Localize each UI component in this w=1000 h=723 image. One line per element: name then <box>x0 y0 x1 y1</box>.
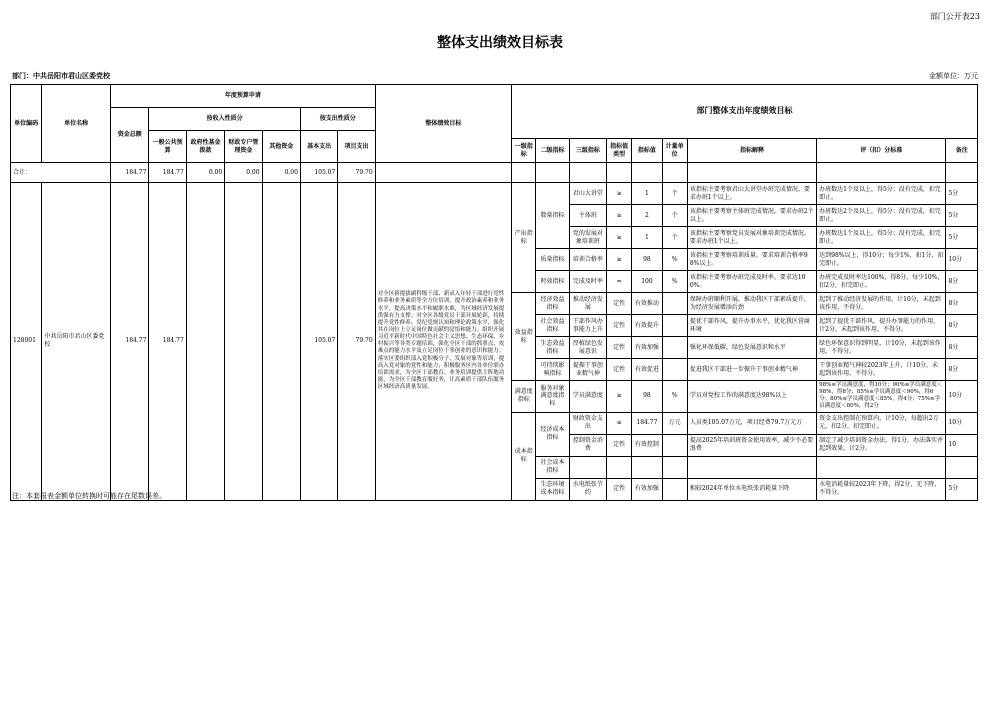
indicator-standard: 办班数达1个及以上，得5分；没有完成，扣完即止。 <box>817 183 946 205</box>
l2-quantity: 数量指标 <box>536 183 569 249</box>
l2-service-sat: 服务对象满意度指标 <box>536 381 569 413</box>
table-number: 部门公开表23 <box>929 12 980 21</box>
indicator-remark: 10 <box>946 434 978 456</box>
header-value: 指标值 <box>632 139 662 163</box>
indicator-standard: 水电消耗量较2023年下降，得2分，无下降，不得分。 <box>817 478 946 500</box>
indicator-unit: % <box>662 271 687 293</box>
indicator-type: ≥ <box>607 381 632 413</box>
unit-name: 中共岳阳市君山区委党校 <box>42 183 111 501</box>
indicator-remark: 8分 <box>946 337 978 359</box>
indicator-type: 定性 <box>607 478 632 500</box>
indicator-type: ≥ <box>607 227 632 249</box>
total-special: 0.00 <box>225 163 262 183</box>
l2-econ-cost: 经济成本指标 <box>536 412 569 456</box>
unit-code: 128001 <box>11 183 42 501</box>
indicator-unit <box>662 293 687 315</box>
indicator-name: 主体班 <box>569 205 606 227</box>
indicator-name: 学员满意度 <box>569 381 606 413</box>
indicator-explain: 该指标主要考察主体班完成情况。要求办班2个以上。 <box>687 205 816 227</box>
indicator-unit <box>662 359 687 381</box>
indicator-remark: 5分 <box>946 205 978 227</box>
header-standard: 评（扣）分标准 <box>817 139 946 163</box>
indicator-unit <box>662 315 687 337</box>
header-value-type: 指标值类型 <box>607 139 632 163</box>
row-total: 184.77 <box>111 183 149 501</box>
indicator-explain: 人员类105.07万元，项目经费79.7万元万 <box>687 412 816 434</box>
header-project: 项目支出 <box>338 131 375 163</box>
indicator-type: ≥ <box>607 249 632 271</box>
indicator-value: 1 <box>632 183 662 205</box>
row-general: 184.77 <box>149 183 186 501</box>
l2-eco-cost: 生态环境成本指标 <box>536 478 569 500</box>
indicator-type: 定性 <box>607 434 632 456</box>
header-total: 资金总额 <box>111 108 149 163</box>
indicator-remark: 5分 <box>946 478 978 500</box>
indicator-standard: 办班数达1个及以上，得5分；没有完成，扣完即止。 <box>817 227 946 249</box>
total-gov-fund: 0.00 <box>186 163 224 183</box>
row-basic: 105.07 <box>300 183 337 501</box>
indicator-standard: 资金支出控制在预算内，计10分，每超出2万元，扣2分，扣完即止。 <box>817 412 946 434</box>
indicator-value: 有效提升 <box>632 315 662 337</box>
indicator-remark: 10分 <box>946 381 978 413</box>
indicator-name: 培训合格率 <box>569 249 606 271</box>
total-row <box>11 163 978 183</box>
indicator-name: 水电纸张节约 <box>569 478 606 500</box>
indicator-unit: 个 <box>662 205 687 227</box>
indicator-remark: 8分 <box>946 315 978 337</box>
indicator-explain: 保障办班顺利开展，推动我区干部素质提升，为经济发展增添后劲 <box>687 293 816 315</box>
indicator-standard: 起到了推动经济发展的作用，计10分，未起到该作用，不得分。 <box>817 293 946 315</box>
indicator-remark: 5分 <box>946 227 978 249</box>
header-gov-fund: 政府性基金拨款 <box>186 131 224 163</box>
table-row <box>11 183 978 205</box>
indicator-explain: 强化环保低碳、绿色发展意识和水平 <box>687 337 816 359</box>
total-other: 0.00 <box>262 163 300 183</box>
indicator-unit <box>662 434 687 456</box>
indicator-name: 完成及时率 <box>569 271 606 293</box>
indicator-standard: 制定了减少培训资金办法，得1分，办法落实并起到效果，计2分。 <box>817 434 946 456</box>
indicator-remark: 8分 <box>946 271 978 293</box>
l1-cost: 成本指标 <box>512 412 536 500</box>
header-other: 其他资金 <box>262 131 300 163</box>
indicator-name: 推动经济发展 <box>569 293 606 315</box>
indicator-value: 184.77 <box>632 412 662 434</box>
indicator-standard: 达到98%以上，得10分；每少1%，扣1分，扣完即止。 <box>817 249 946 271</box>
indicator-unit: % <box>662 249 687 271</box>
l1-effect: 效益指标 <box>512 293 536 381</box>
indicator-remark: 10分 <box>946 412 978 434</box>
header-basic: 基本支出 <box>300 131 337 163</box>
row-project: 79.70 <box>338 183 375 501</box>
header-by-expense: 按支出性质分 <box>300 108 375 131</box>
indicator-explain: 相较2024年单位水电纸张消耗量下降 <box>687 478 816 500</box>
indicator-remark: 8分 <box>946 359 978 381</box>
indicator-name: 君山大讲堂 <box>569 183 606 205</box>
indicator-value: 有效促进 <box>632 359 662 381</box>
header-special: 财政专户管理资金 <box>225 131 262 163</box>
indicator-standard: 起到了提优干部作风，提升办事能力的作用，计2分，未起到该作用，不得分。 <box>817 315 946 337</box>
total-general: 184.77 <box>149 163 186 183</box>
indicator-type: 定性 <box>607 337 632 359</box>
header-by-income: 按收入性质分 <box>149 108 301 131</box>
indicator-explain: 该指标主要考察君山大讲堂办班完成情况。要求办班1个以上。 <box>687 183 816 205</box>
indicator-standard: 办班数达2个及以上，得5分；没有完成，扣完即止。 <box>817 205 946 227</box>
total-amount: 184.77 <box>111 163 149 183</box>
indicator-value: 98 <box>632 249 662 271</box>
l2-social-cost: 社会成本指标 <box>536 456 569 478</box>
indicator-type: 定性 <box>607 293 632 315</box>
header-general: 一般公共预算 <box>149 131 186 163</box>
indicator-value: 有效控制 <box>632 434 662 456</box>
performance-goal-table <box>10 84 978 501</box>
indicator-type: 定性 <box>607 315 632 337</box>
l2-time: 时效指标 <box>536 271 569 293</box>
footnote: 注：本套报表金额单位转换时可能存在尾数误差。 <box>12 492 166 500</box>
total-basic: 105.07 <box>300 163 337 183</box>
indicator-value: 有效推动 <box>632 293 662 315</box>
indicator-remark: 8分 <box>946 293 978 315</box>
header-dept-goal: 部门整体支出年度绩效目标 <box>512 85 978 139</box>
header-l3: 三级指标 <box>569 139 606 163</box>
indicator-unit <box>662 478 687 500</box>
department-line: 部门：中共岳阳市君山区委党校 <box>12 72 110 80</box>
l2-quality: 质量指标 <box>536 249 569 271</box>
l1-output: 产出指标 <box>512 183 536 293</box>
indicator-type: ≥ <box>607 205 632 227</box>
l1-satisfaction: 满意度指标 <box>512 381 536 413</box>
indicator-value: 有效加强 <box>632 478 662 500</box>
l2-sustain: 可持续影响指标 <box>536 359 569 381</box>
indicator-standard: 98%≤学员满意度，得10分；90%≤学员满意度＜98%，得8分；85%≤学员满意度＜90%，得6分；80%≤学员满意度＜85%，得4分；75%≤学员满意度＜80%，得2分 <box>817 381 946 413</box>
indicator-remark: 5分 <box>946 183 978 205</box>
indicator-type: ≥ <box>607 183 632 205</box>
indicator-type: ≤ <box>607 412 632 434</box>
indicator-unit <box>662 337 687 359</box>
header-l1: 一级指标 <box>512 139 536 163</box>
indicator-explain: 促进我区干部进一步振升干事创业精气神 <box>687 359 816 381</box>
header-remark: 备注 <box>946 139 978 163</box>
header-annual-budget: 年度预算申请 <box>111 85 376 108</box>
indicator-name: 党的发展对象培训班 <box>569 227 606 249</box>
indicator-name: 提振干事创业精气神 <box>569 359 606 381</box>
indicator-value: 有效加强 <box>632 337 662 359</box>
overall-goal-text: 对全区新提拔副科级干部、新录入年轻干部进行党性修养和业务素质等全方位培训，提升政治素养和业务水平，提高决策水平和履职水准，为区域经济发展提供强有力支撑；对全区各级党员干部开展轮训，持续提升党性修养、党纪党规认知和理论政策水平，强化其在岗位上立足岗位做贡献的觉悟和能力；组织开展习近平新时代中国特色社会主义思想、生态环保、乡村振兴等各类专题培训，强化全区干部的抓重点、攻难点的能力水平及立足岗位干事创业的意识和能力；落实区委组织部入党积极分子、发展对象等培训，提高入党对象的党性和能力；积极服务区内各单位联办培训需求，为全区干部教育、业务培训提供主阵地功能，为全区干部教育服好务，让高素质干部队伍服务区域经济高质量发展。 <box>375 183 511 501</box>
indicator-unit: 万元 <box>662 412 687 434</box>
total-label: 合计： <box>11 163 111 183</box>
indicator-standard: 绿色环保意识得到明显，计10分，未起到该作用，不得分。 <box>817 337 946 359</box>
header-explain: 指标解释 <box>687 139 816 163</box>
indicator-name: 财政资金支出 <box>569 412 606 434</box>
amount-unit: 金额单位：万元 <box>929 72 978 80</box>
indicator-explain: 该指标主要考察党员发展对象培训完成情况。要求办班1个以上。 <box>687 227 816 249</box>
header-overall-goal: 整体绩效目标 <box>375 85 511 163</box>
indicator-unit: 个 <box>662 183 687 205</box>
indicator-unit: 个 <box>662 227 687 249</box>
total-project: 79.70 <box>338 163 375 183</box>
indicator-value: 2 <box>632 205 662 227</box>
indicator-explain: 该指标主要考察培训质量。要求培训合格率98%以上。 <box>687 249 816 271</box>
indicator-standard: 干事创业精气神较2023年上升，计10分，未起到该作用，不得分。 <box>817 359 946 381</box>
indicator-explain: 学员对党校工作的满意度达98%以上 <box>687 381 816 413</box>
header-name: 单位名称 <box>42 85 111 163</box>
indicator-name: 控制资金消费 <box>569 434 606 456</box>
indicator-explain: 提高2025年培训班资金使用效率，减少不必要浪费 <box>687 434 816 456</box>
header-unit: 计量单位 <box>662 139 687 163</box>
header-l2: 二级指标 <box>536 139 569 163</box>
l2-eco-effect: 生态效益指标 <box>536 337 569 359</box>
indicator-type: 定性 <box>607 359 632 381</box>
l2-econ-effect: 经济效益指标 <box>536 293 569 315</box>
indicator-explain: 提优干部作风，提升办事水平，优化我区营商环境 <box>687 315 816 337</box>
indicator-type: = <box>607 271 632 293</box>
indicator-name: 干部作风办事能力上升 <box>569 315 606 337</box>
header-code: 单位编码 <box>11 85 42 163</box>
indicator-value: 100 <box>632 271 662 293</box>
indicator-value: 98 <box>632 381 662 413</box>
indicator-name: 厚植绿色发展意识 <box>569 337 606 359</box>
indicator-value: 1 <box>632 227 662 249</box>
indicator-remark: 10分 <box>946 249 978 271</box>
l2-social-effect: 社会效益指标 <box>536 315 569 337</box>
indicator-unit: % <box>662 381 687 413</box>
indicator-explain: 该指标主要考察办班完成及时率。要求达100%。 <box>687 271 816 293</box>
page-title: 整体支出绩效目标表 <box>437 35 563 51</box>
indicator-standard: 办班完成及时率达100%，得8分，每少10%，扣2分，扣完即止。 <box>817 271 946 293</box>
